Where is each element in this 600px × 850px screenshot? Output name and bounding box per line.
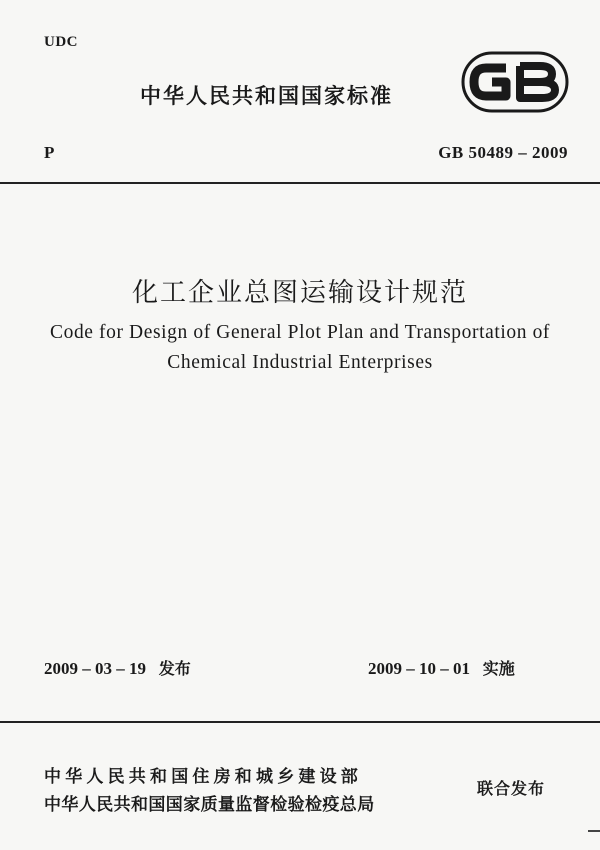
issuer-ministry-housing: 中华人民共和国住房和城乡建设部 <box>44 767 362 787</box>
implement-label: 实施 <box>482 659 515 678</box>
implement-date: 2009 – 10 – 01 <box>368 659 470 678</box>
udc-label: UDC <box>44 34 78 50</box>
english-title-line-1: Code for Design of General Plot Plan and Transportation of <box>49 322 551 343</box>
chinese-title: 化工企业总图运输设计规范 <box>131 278 468 308</box>
national-standard-title: 中华人民共和国国家标准 <box>140 84 393 108</box>
gb-logo-graphic <box>460 50 570 114</box>
gb-logo <box>460 50 570 114</box>
issue-date-block <box>44 656 191 679</box>
joint-release-label: 联合发布 <box>477 779 546 798</box>
standard-number: GB 50489 – 2009 <box>438 143 568 162</box>
implement-date-block <box>368 656 515 679</box>
top-divider <box>0 182 600 184</box>
issue-date: 2009 – 03 – 19 <box>44 659 146 678</box>
issuer-aqsiq: 中华人民共和国国家质量监督检验检疫总局 <box>44 795 375 815</box>
issue-label: 发布 <box>158 659 191 678</box>
bottom-divider <box>0 721 600 723</box>
english-title-line-2: Chemical Industrial Enterprises <box>167 352 433 373</box>
corner-mark <box>588 830 600 832</box>
classification-code: P <box>44 143 55 162</box>
